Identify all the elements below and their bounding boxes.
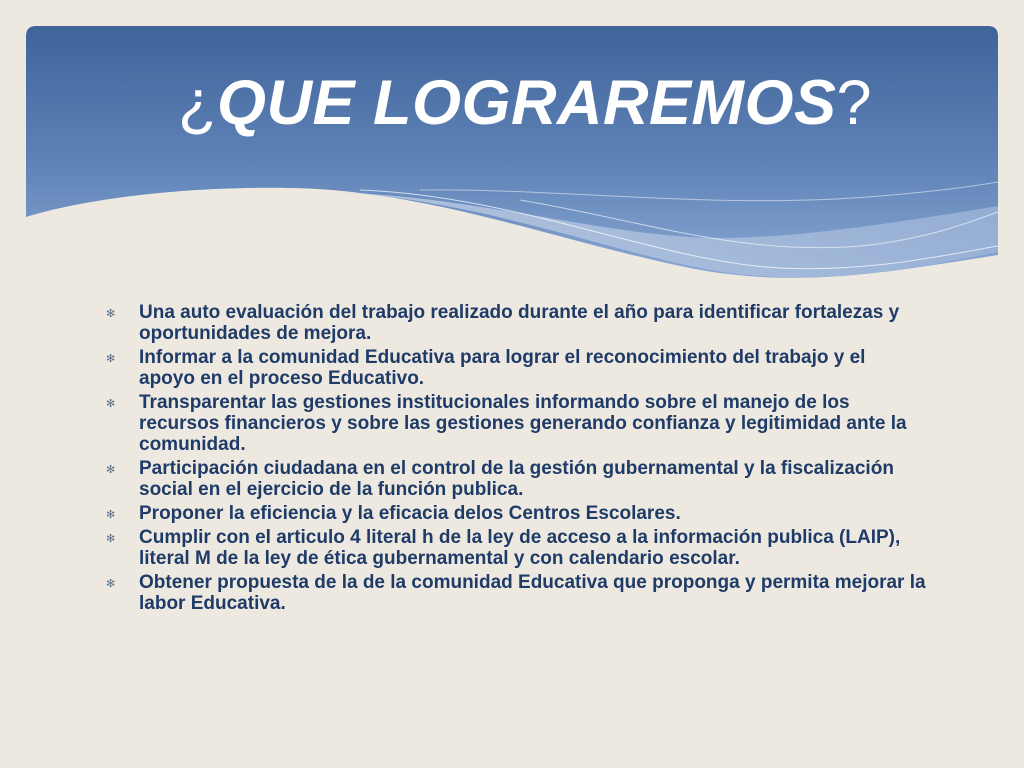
header-band [0,0,1024,300]
snowflake-icon: ✻ [106,578,116,590]
bullet-text: Una auto evaluación del trabajo realizado durante el año para identificar fortalezas y oportunidades de mejora. [139,302,900,344]
bullet-item [106,572,926,614]
title-main: QUE LOGRAREMOS [216,68,837,138]
snowflake-icon: ✻ [106,398,116,410]
snowflake-icon: ✻ [106,464,116,476]
bullet-text: Cumplir con el articulo 4 literal h de la ley de acceso a la información publica (LAIP), literal M de la ley de ética gubernamental y con calendario escolar. [139,527,901,569]
bullet-item [106,458,926,500]
snowflake-icon: ✻ [106,353,116,365]
bullet-text: Transparentar las gestiones institucionales informando sobre el manejo de los recursos financieros y sobre las gestiones generando confianza y legitimidad ante la comunidad. [139,392,907,455]
bullet-item [106,392,926,455]
bullet-item [106,302,926,344]
slide-title [178,68,873,138]
snowflake-icon: ✻ [106,533,116,545]
bullet-text: Obtener propuesta de la de la comunidad Educativa que proponga y permita mejorar la labor Educativa. [139,572,926,614]
title-prefix: ¿ [178,68,217,138]
bullet-list [106,302,926,617]
bullet-item [106,347,926,389]
bullet-item [106,503,926,524]
bullet-text: Participación ciudadana en el control de la gestión gubernamental y la fiscalización social en el ejercicio de la función publica. [139,458,894,500]
bullet-text: Informar a la comunidad Educativa para lograr el reconocimiento del trabajo y el apoyo en el proceso Educativo. [139,347,866,389]
bullet-item [106,527,926,569]
snowflake-icon: ✻ [106,509,116,521]
title-suffix: ? [836,68,873,138]
bullet-text: Proponer la eficiencia y la eficacia delos Centros Escolares. [139,503,681,524]
snowflake-icon: ✻ [106,308,116,320]
